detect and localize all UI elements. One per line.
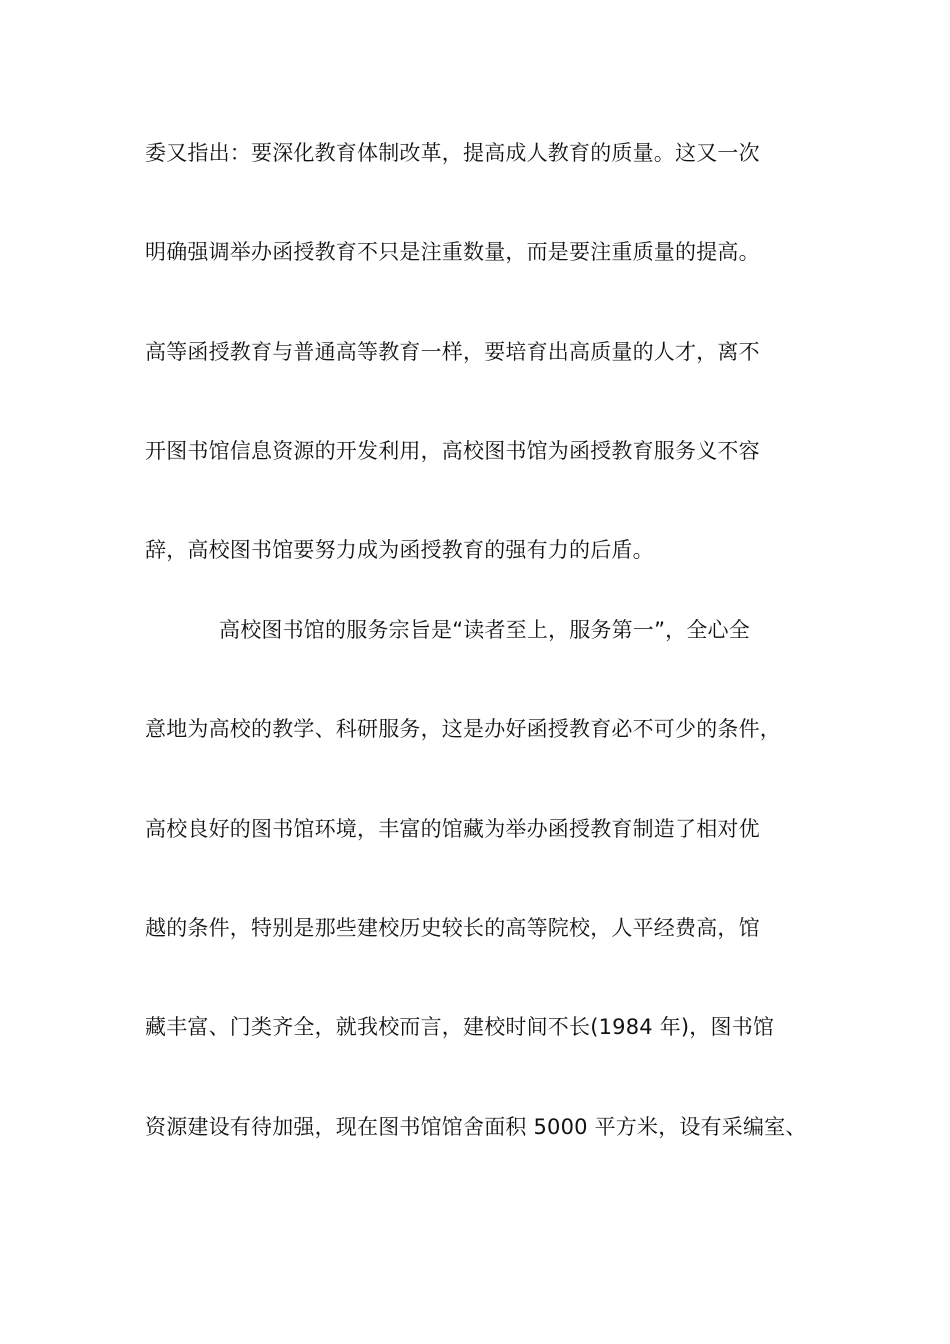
text-line: 辞，高校图书馆要努力成为函授教育的强有力的后盾。 [145, 538, 654, 562]
text-line: 高校良好的图书馆环境，丰富的馆藏为举办函授教育制造了相对优 [145, 817, 760, 841]
text-line: 委又指出：要深化教育体制改革，提高成人教育的质量。这又一次 [145, 141, 760, 165]
text-line: 资源建设有待加强，现在图书馆馆舍面积 5000 平方米，设有采编室、 [145, 1115, 807, 1139]
text-line: 高等函授教育与普通高等教育一样，要培育出高质量的人才，离不 [145, 340, 760, 364]
text-line: 意地为高校的教学、科研服务，这是办好函授教育必不可少的条件， [145, 717, 781, 741]
text-line: 藏丰富、门类齐全，就我校而言，建校时间不长(1984 年)，图书馆 [145, 1015, 775, 1039]
text-line: 开图书馆信息资源的开发利用，高校图书馆为函授教育服务义不容 [145, 439, 760, 463]
paragraph-first-line: 高校图书馆的服务宗旨是“读者至上，服务第一”，全心全 [219, 618, 750, 642]
text-line: 越的条件，特别是那些建校历史较长的高等院校，人平经费高，馆 [145, 916, 760, 940]
text-line: 明确强调举办函授教育不只是注重数量，而是要注重质量的提高。 [145, 240, 760, 264]
